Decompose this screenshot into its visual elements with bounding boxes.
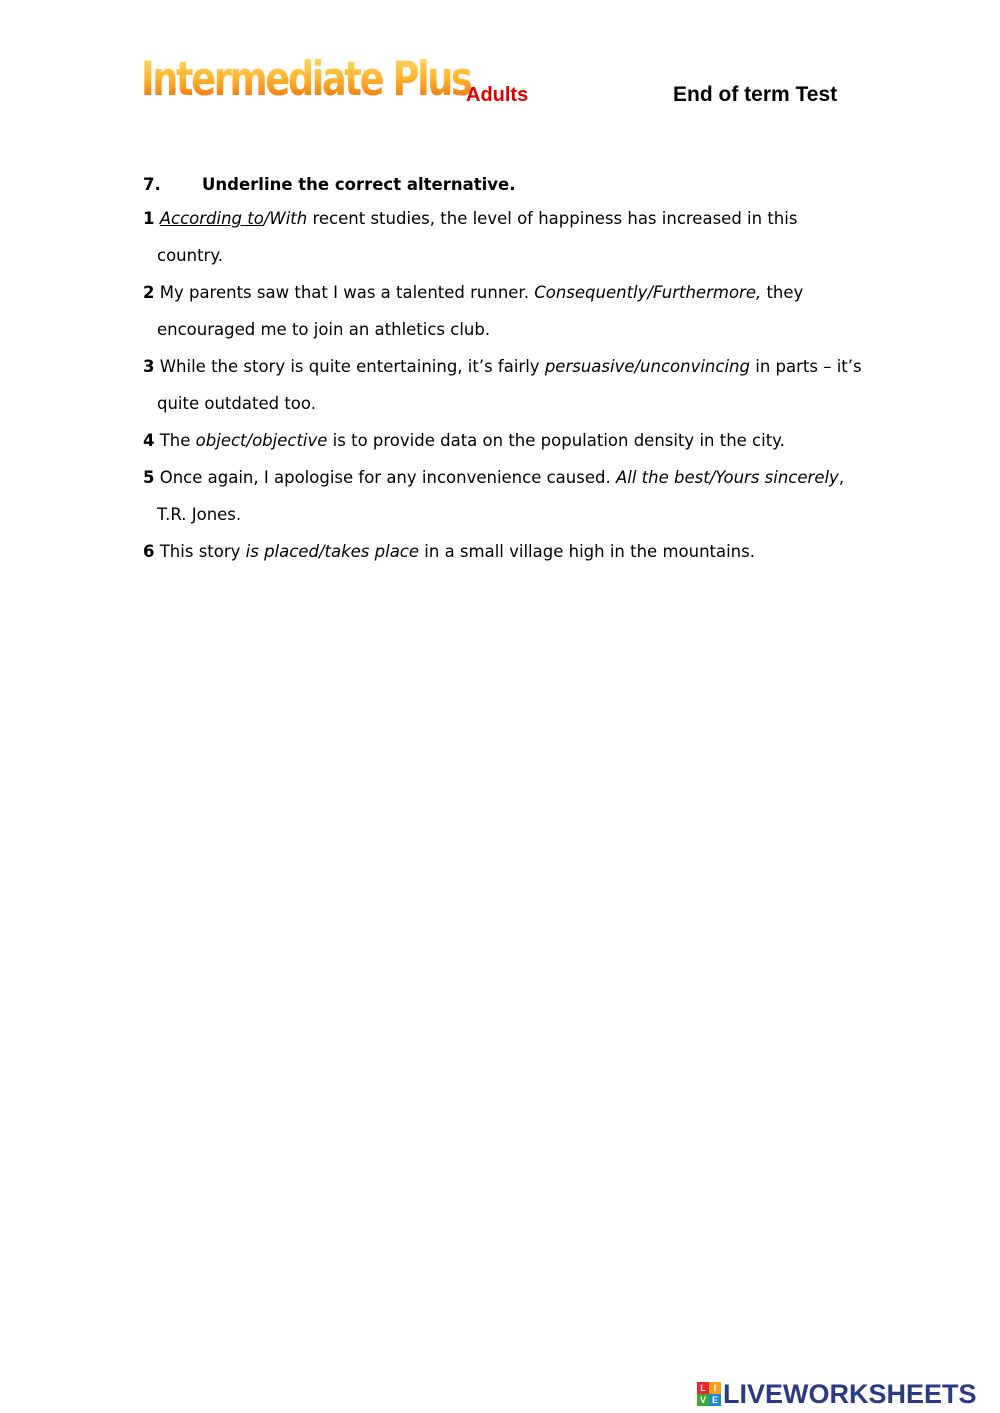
- exercise-instruction: Underline the correct alternative.: [202, 175, 516, 194]
- exercise-item-4: [143, 422, 863, 459]
- course-logo-title: Intermediate Plus: [141, 50, 471, 110]
- level-label: Adults: [466, 84, 529, 106]
- item-text: My parents saw that I was a talented runner.: [154, 283, 535, 302]
- item-continuation: quite outdated too.: [157, 394, 316, 413]
- item-text: While the story is quite entertaining, it’s fairly: [154, 357, 545, 376]
- logo-letter-e: E: [709, 1394, 721, 1406]
- exercise-number: 7.: [143, 175, 161, 194]
- item-options[interactable]: is placed/takes place: [245, 542, 420, 561]
- exercise-item-3: [143, 348, 863, 422]
- item-continuation: country.: [157, 246, 223, 265]
- item-number: 6: [143, 542, 155, 561]
- exercise-item-6: [143, 533, 863, 570]
- item-text: in a small village high in the mountains.: [419, 542, 755, 561]
- item-number: 4: [143, 431, 155, 450]
- logo-letter-v: V: [697, 1394, 709, 1406]
- option-with[interactable]: With: [269, 209, 308, 228]
- item-number: 2: [143, 283, 155, 302]
- item-number: 1: [143, 209, 155, 228]
- logo-letter-l: L: [697, 1382, 709, 1394]
- test-title: End of term Test: [673, 83, 838, 106]
- liveworksheets-brand: LIVEWORKSHEETS: [723, 1378, 977, 1409]
- liveworksheets-icon: [697, 1382, 721, 1406]
- item-text: Once again, I apologise for any inconvenience caused.: [154, 468, 616, 487]
- option-separator: /: [263, 209, 270, 228]
- item-text: in parts – it’s: [749, 357, 862, 376]
- item-text: The: [154, 431, 196, 450]
- item-text: recent studies, the level of happiness has increased in this: [307, 209, 798, 228]
- logo-letter-i: I: [709, 1382, 721, 1394]
- item-text: they: [761, 283, 804, 302]
- option-according-to[interactable]: According to: [159, 209, 264, 228]
- item-continuation: encouraged me to join an athletics club.: [157, 320, 491, 339]
- item-text: ,: [838, 468, 845, 487]
- item-options[interactable]: Consequently/Furthermore,: [534, 283, 762, 302]
- exercise-item-2: [143, 274, 863, 348]
- item-options[interactable]: All the best/Yours sincerely: [615, 468, 839, 487]
- item-number: 3: [143, 357, 155, 376]
- item-continuation: T.R. Jones.: [157, 505, 242, 524]
- exercise-item-1: [143, 200, 863, 274]
- worksheet-header: [0, 0, 1000, 120]
- exercise-heading: [143, 170, 863, 200]
- liveworksheets-logo: [697, 1376, 977, 1412]
- exercise-item-5: [143, 459, 863, 533]
- item-text: This story: [154, 542, 246, 561]
- item-options[interactable]: persuasive/unconvincing: [544, 357, 750, 376]
- exercise-section: [143, 170, 863, 570]
- item-text: is to provide data on the population density in the city.: [327, 431, 785, 450]
- item-number: 5: [143, 468, 155, 487]
- item-options[interactable]: object/objective: [195, 431, 328, 450]
